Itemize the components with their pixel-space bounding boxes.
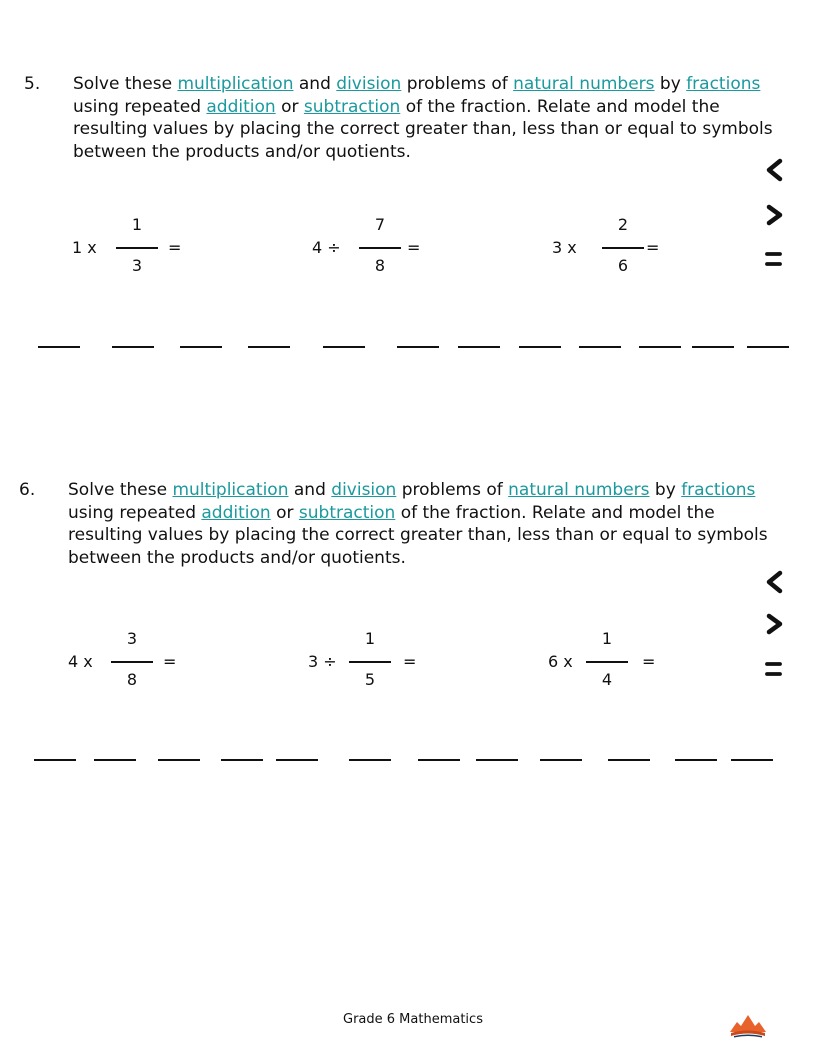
instruction-text: of the fraction. Relate and model the resulting values by placing the correct greater than, less than or equal to symbols between the products and/or quotients.: [68, 502, 768, 568]
answer-blank[interactable]: [323, 346, 365, 348]
answer-blank[interactable]: [476, 759, 518, 761]
less-than-icon: [769, 161, 780, 179]
answer-blank[interactable]: [349, 759, 391, 761]
answer-blank[interactable]: [221, 759, 263, 761]
expression-lead: 4 x: [68, 652, 93, 671]
answer-blanks: [0, 759, 816, 763]
expression-lead: 1 x: [72, 238, 97, 257]
answer-blank[interactable]: [639, 346, 681, 348]
expression-lead: 6 x: [548, 652, 573, 671]
equals-sign: =: [642, 652, 656, 671]
instruction-text: Solve these: [73, 74, 178, 94]
link-multiplication[interactable]: multiplication: [177, 74, 294, 94]
instruction-text: problems of: [401, 74, 514, 94]
fraction-denominator: 4: [601, 670, 613, 689]
answer-blank[interactable]: [458, 346, 500, 348]
fraction-bar: [116, 247, 158, 249]
instruction-text: using repeated: [73, 96, 207, 117]
link-subtraction[interactable]: subtraction: [298, 502, 396, 523]
fraction-bar: [349, 661, 391, 663]
answer-blank[interactable]: [276, 759, 318, 761]
equals-sign: =: [646, 238, 660, 257]
answer-blank[interactable]: [180, 346, 222, 348]
instruction-text: of the fraction. Relate and model the resulting values by placing the correct greater than, less than or equal to symbols between the products and/or quotients.: [73, 96, 773, 162]
answer-blank[interactable]: [34, 759, 76, 761]
problem-instruction: [73, 73, 798, 163]
less-than-icon: [769, 573, 780, 591]
problem-number: 5.: [24, 74, 41, 94]
expression-lead: 4 ÷: [312, 238, 341, 257]
fraction-bar: [359, 247, 401, 249]
fraction-bar: [602, 247, 644, 249]
answer-blank[interactable]: [692, 346, 734, 348]
fraction-bar: [586, 661, 628, 663]
instruction-text: problems of: [396, 480, 509, 500]
answer-blank[interactable]: [540, 759, 582, 761]
fraction-numerator: 3: [126, 629, 138, 648]
answer-blank[interactable]: [418, 759, 460, 761]
instruction-text: and: [293, 74, 337, 94]
fraction-numerator: 1: [131, 215, 143, 234]
publisher-logo-icon: [728, 1012, 768, 1042]
equals-sign: =: [407, 238, 421, 257]
answer-blank[interactable]: [112, 346, 154, 348]
answer-blank[interactable]: [731, 759, 773, 761]
link-natural-numbers[interactable]: natural numbers: [508, 480, 650, 500]
fraction-numerator: 1: [601, 629, 613, 648]
equals-sign: =: [168, 238, 182, 257]
equals-sign: =: [403, 652, 417, 671]
expression-row: [0, 629, 816, 699]
equals-sign: =: [163, 652, 177, 671]
answer-blank[interactable]: [397, 346, 439, 348]
link-division[interactable]: division: [336, 74, 402, 94]
link-fractions[interactable]: fractions: [686, 74, 761, 94]
answer-blank[interactable]: [608, 759, 650, 761]
answer-blanks: [0, 346, 816, 350]
answer-blank[interactable]: [94, 759, 136, 761]
instruction-text: or: [270, 502, 299, 523]
link-multiplication[interactable]: multiplication: [172, 480, 289, 500]
answer-blank[interactable]: [519, 346, 561, 348]
expression-lead: 3 ÷: [308, 652, 337, 671]
fraction-bar: [111, 661, 153, 663]
expression-lead: 3 x: [552, 238, 577, 257]
link-natural-numbers[interactable]: natural numbers: [513, 74, 655, 94]
fraction-numerator: 7: [374, 215, 386, 234]
answer-blank[interactable]: [747, 346, 789, 348]
expression-row: [0, 215, 816, 285]
fraction-denominator: 5: [364, 670, 376, 689]
fraction-numerator: 2: [617, 215, 629, 234]
link-addition[interactable]: addition: [206, 96, 276, 117]
fraction-denominator: 6: [617, 256, 629, 275]
link-division[interactable]: division: [331, 480, 397, 500]
footer-text: Grade 6 Mathematics: [343, 1012, 483, 1027]
instruction-text: using repeated: [68, 502, 202, 523]
fraction-denominator: 8: [374, 256, 386, 275]
instruction-text: by: [654, 74, 687, 94]
fraction-denominator: 3: [131, 256, 143, 275]
answer-blank[interactable]: [158, 759, 200, 761]
link-subtraction[interactable]: subtraction: [303, 96, 401, 117]
fraction-numerator: 1: [364, 629, 376, 648]
instruction-text: Solve these: [68, 480, 173, 500]
instruction-text: or: [275, 96, 304, 117]
answer-blank[interactable]: [579, 346, 621, 348]
problem-number: 6.: [19, 480, 36, 500]
problem-instruction: [68, 479, 793, 569]
instruction-text: and: [288, 480, 332, 500]
link-fractions[interactable]: fractions: [681, 480, 756, 500]
answer-blank[interactable]: [675, 759, 717, 761]
link-addition[interactable]: addition: [201, 502, 271, 523]
answer-blank[interactable]: [248, 346, 290, 348]
fraction-denominator: 8: [126, 670, 138, 689]
instruction-text: by: [649, 480, 682, 500]
answer-blank[interactable]: [38, 346, 80, 348]
